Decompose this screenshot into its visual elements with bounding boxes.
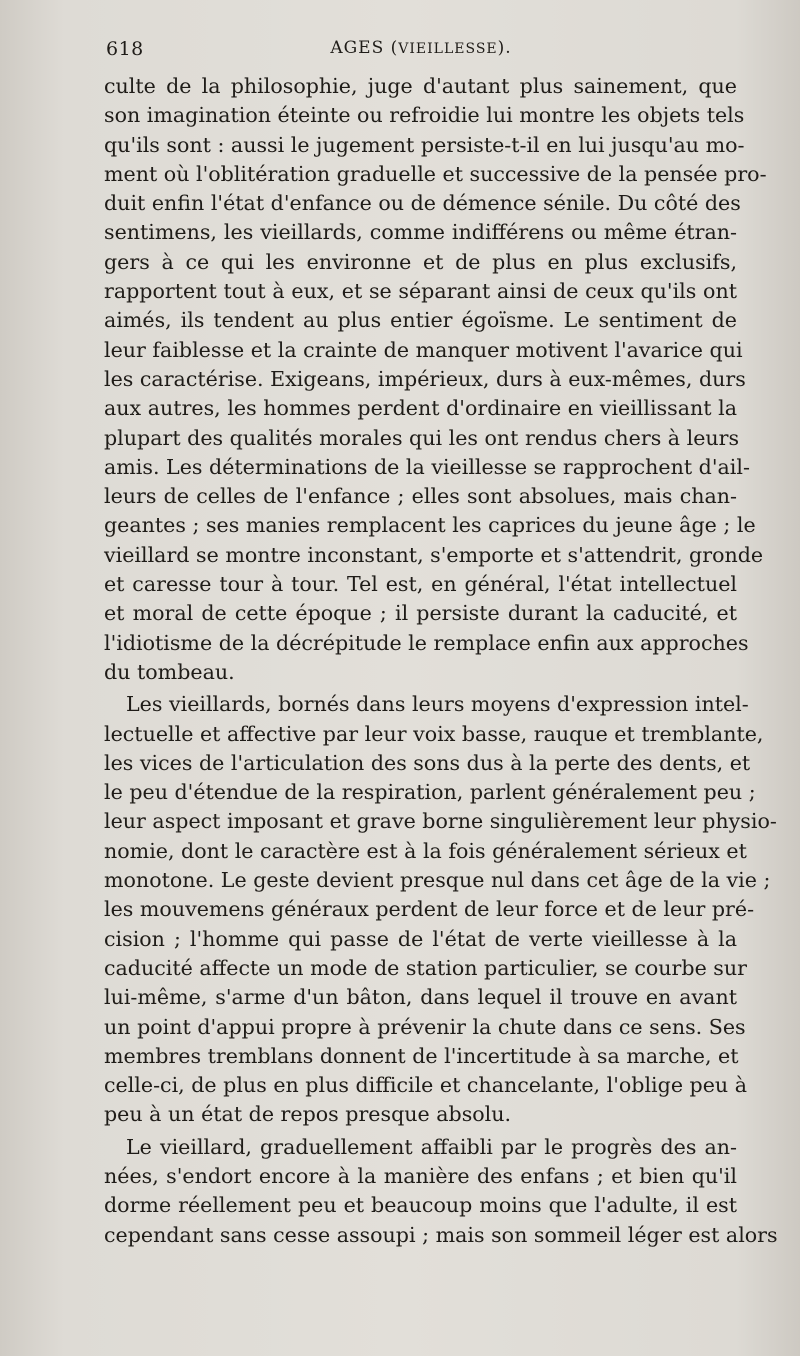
running-title-small-caps: VIEILLESSE	[398, 41, 498, 57]
text-line: peu à un état de repos presque absolu.	[104, 1102, 512, 1127]
page-header	[106, 38, 736, 66]
text-line: leurs de celles de l'enfance ; elles sont absolues, mais chan-	[104, 484, 737, 509]
text-line: qu'ils sont : aussi le jugement persiste-t-il en lui jusqu'au mo-	[104, 132, 745, 157]
text-line: cision ; l'homme qui passe de l'état de verte vieillesse à la	[104, 926, 737, 951]
text-line: nées, s'endort encore à la manière des enfans ; et bien qu'il	[104, 1163, 737, 1188]
text-line: plupart des qualités morales qui les ont rendus chers à leurs	[104, 425, 740, 450]
paragraph-1	[104, 72, 767, 687]
running-title-main: AGES (	[330, 38, 399, 58]
text-line: duit enfin l'état d'enfance ou de démence sénile. Du côté des	[104, 191, 741, 216]
text-line: et moral de cette époque ; il persiste durant la caducité, et	[104, 601, 737, 626]
text-line: du tombeau.	[104, 659, 235, 684]
text-line: l'idiotisme de la décrépitude le remplace enfin aux approches	[104, 630, 749, 655]
page-number: 618	[106, 38, 144, 60]
text-line: lectuelle et affective par leur voix basse, rauque et tremblante,	[104, 721, 764, 746]
text-line: dorme réellement peu et beaucoup moins que l'adulte, il est	[104, 1193, 737, 1218]
text-line: lui-même, s'arme d'un bâton, dans lequel il trouve en avant	[104, 985, 737, 1010]
text-line: Le vieillard, graduellement affaibli par le progrès des an-	[126, 1134, 737, 1159]
text-line: culte de la philosophie, juge d'autant plus sainement, que	[104, 74, 737, 98]
paragraph-2	[104, 690, 777, 1129]
text-line: rapportent tout à eux, et se séparant ainsi de ceux qu'ils ont	[104, 279, 737, 304]
text-line: celle-ci, de plus en plus difficile et chancelante, l'oblige peu à	[104, 1073, 748, 1098]
body-text	[104, 72, 778, 1250]
running-title	[106, 38, 736, 58]
text-line: nomie, dont le caractère est à la fois généralement sérieux et	[104, 838, 747, 863]
text-line: son imagination éteinte ou refroidie lui montre les objets tels	[104, 103, 745, 128]
text-line: membres tremblans donnent de l'incertitude à sa marche, et	[104, 1043, 739, 1068]
text-line: les mouvemens généraux perdent de leur force et de leur pré-	[104, 897, 755, 922]
text-line: amis. Les déterminations de la vieillesse se rapprochent d'ail-	[104, 454, 750, 479]
text-line: les caractérise. Exigeans, impérieux, durs à eux-mêmes, durs	[104, 366, 746, 391]
text-line: aux autres, les hommes perdent d'ordinaire en vieillissant la	[104, 396, 737, 421]
text-line: leur faiblesse et la crainte de manquer motivent l'avarice qui	[104, 337, 743, 362]
paragraph-3	[104, 1133, 778, 1250]
text-line: cependant sans cesse assoupi ; mais son sommeil léger est alors	[104, 1222, 778, 1247]
text-line: et caresse tour à tour. Tel est, en général, l'état intellectuel	[104, 572, 737, 597]
text-line: vieillard se montre inconstant, s'emporte et s'attendrit, gronde	[104, 542, 764, 567]
text-line: sentimens, les vieillards, comme indifférens ou même étran-	[104, 220, 737, 245]
text-line: les vices de l'articulation des sons dus à la perte des dents, et	[104, 750, 751, 775]
text-line: un point d'appui propre à prévenir la chute dans ce sens. Ses	[104, 1014, 746, 1039]
text-line: le peu d'étendue de la respiration, parlent généralement peu ;	[104, 780, 756, 805]
text-line: geantes ; ses manies remplacent les caprices du jeune âge ; le	[104, 513, 756, 538]
text-line: monotone. Le geste devient presque nul dans cet âge de la vie ;	[104, 868, 771, 893]
running-title-end: ).	[497, 38, 512, 58]
text-line: caducité affecte un mode de station particulier, se courbe sur	[104, 955, 747, 980]
text-line: leur aspect imposant et grave borne singulièrement leur physio-	[104, 809, 777, 834]
text-line: gers à ce qui les environne et de plus en plus exclusifs,	[104, 249, 737, 274]
text-line: Les vieillards, bornés dans leurs moyens d'expression intel-	[126, 692, 749, 717]
text-line: aimés, ils tendent au plus entier égoïsme. Le sentiment de	[104, 308, 737, 333]
text-line: ment où l'oblitération graduelle et successive de la pensée pro-	[104, 161, 767, 186]
